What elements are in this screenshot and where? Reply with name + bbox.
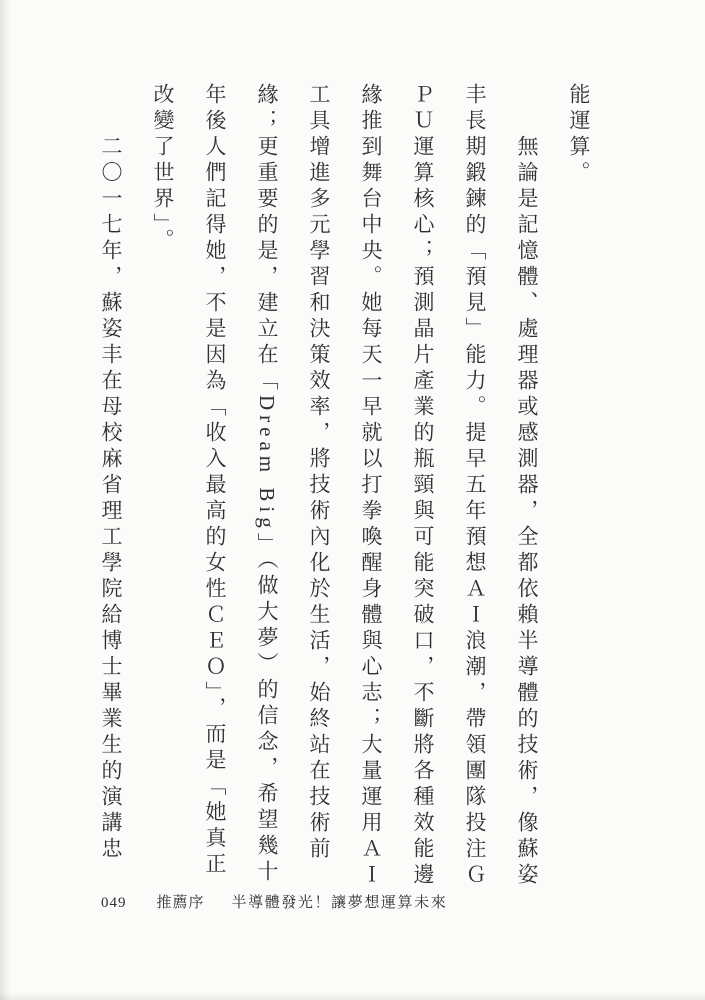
page-footer (101, 891, 447, 912)
paragraph-body: 二〇一七年，蘇姿丰在母校麻省理工學院給博士畢業生的演講忠 (99, 135, 123, 863)
section-label: 推薦序 (156, 895, 205, 911)
page-number: 049 (101, 895, 127, 911)
paragraph-continuation: 能運算。 (567, 83, 591, 187)
vertical-text-block (85, 83, 605, 895)
scan-edge-bottom (0, 992, 705, 1000)
paragraph-body: 無論是記憶體、處理器或感測器，全都依賴半導體的技術，像蘇姿丰長期鍛鍊的「預見」能力。提早五年預想ＡＩ浪潮，帶領團隊投注ＧＰＵ運算核心；預測晶片產業的瓶頸與可能突破口，不斷將各種效能邊緣推到舞台中央。她每天一早就以打拳喚醒身體與心志；大量運用ＡＩ工具增進多元學習和決策效率，將技術內化於生活，始終站在技術前緣；更重要的是，建立在「Dream Big」（做大夢）的信念，希望幾十年後人們記得她，不是因為「收入最高的女性ＣＥＯ」，而是「她真正改變了世界」。 (151, 83, 539, 889)
scan-edge-left (0, 0, 10, 1000)
chapter-title: 半導體發光！讓夢想運算未來 (231, 895, 448, 911)
